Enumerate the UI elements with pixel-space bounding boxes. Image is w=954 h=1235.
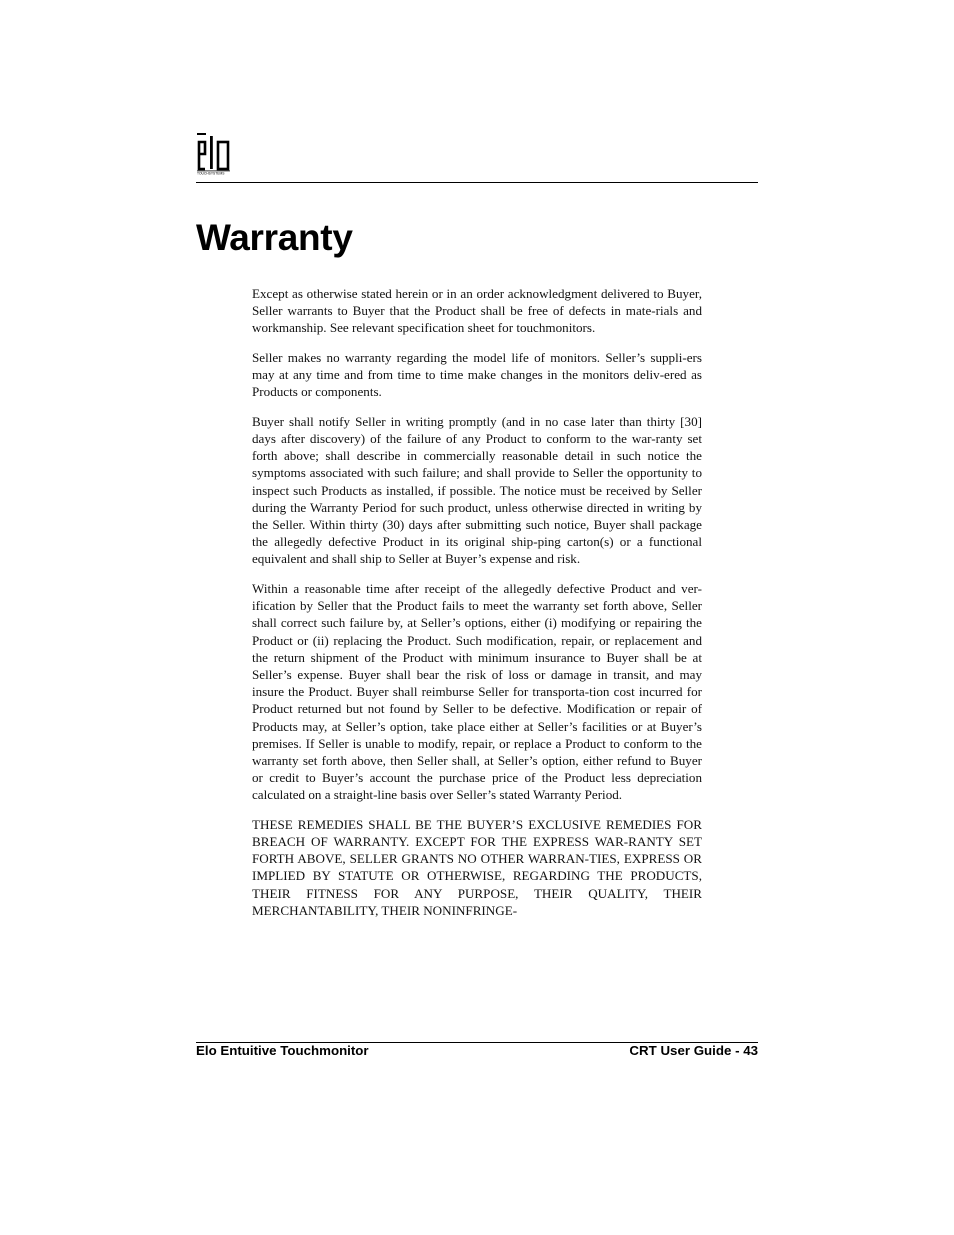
paragraph-warranty-scope: Except as otherwise stated herein or in an order acknowledgment delivered to Buyer, Seller warrants to Buyer that the Product shall be free of defects in mate-rials and workmanship. See relevant specification sheet for touchmonitors. bbox=[252, 286, 702, 336]
logo-tagline: TOUCHSYSTEMS bbox=[197, 171, 225, 175]
paragraph-model-life: Seller makes no warranty regarding the model life of monitors. Seller’s suppli-ers may at any time and from time to time make changes in the monitors deliv-ered as Products or components. bbox=[252, 349, 702, 400]
footer-page-number: CRT User Guide - 43 bbox=[629, 1043, 758, 1058]
paragraph-exclusive-remedies: THESE REMEDIES SHALL BE THE BUYER’S EXCLUSIVE REMEDIES FOR BREACH OF WARRANTY. EXCEPT FOR THE EXPRESS WAR-RANTY SET FORTH ABOVE, SELLER GRANTS NO OTHER WARRAN-TIES, EXPRESS OR IMPLIED BY STATUTE OR OTHERWISE, REGARDING THE PRODUCTS, THEIR FITNESS FOR ANY PURPOSE, THEIR QUALITY, THEIR MERCHANTABILITY, THEIR NONINFRINGE- bbox=[252, 816, 702, 918]
elo-touchsystems-logo-icon bbox=[196, 133, 236, 175]
paragraph-buyer-notice: Buyer shall notify Seller in writing promptly (and in no case later than thirty [30] days after discovery) of the failure of any Product to conform to the war-ranty set forth above; shall describe in commercially reasonable detail in such notice the symptoms associated with such failure; and shall provide to Seller the opportunity to inspect such Products as installed, if possible. The notice must be received by Seller during the Warranty Period for such product, unless otherwise directed in writing by the Seller. Within thirty (30) days after submitting such notice, Buyer shall package the allegedly defective Product in its original ship-ping carton(s) or a functional equivalent and shall ship to Seller at Buyer’s expense and risk. bbox=[252, 413, 702, 567]
footer-product-name: Elo Entuitive Touchmonitor bbox=[196, 1043, 369, 1058]
body-text bbox=[252, 285, 702, 931]
page-title: Warranty bbox=[196, 217, 353, 258]
paragraph-seller-remedy: Within a reasonable time after receipt of the allegedly defective Product and ver-ification by Seller that the Product fails to meet the warranty set forth above, Seller shall correct such failure by, at Seller’s options, either (i) modifying or repairing the Product or (ii) replacing the Product. Such modification, repair, or replacement and the return shipment of the Product with minimum insurance to Buyer shall be at Seller’s expense. Buyer shall bear the risk of loss or damage in transit, and may insure the Product. Buyer shall reimburse Seller for transporta-tion cost incurred for Product returned but not found by Seller to be defective. Modification or repair of Products may, at Seller’s option, take place either at Seller’s facilities or at Buyer’s premises. If Seller is unable to modify, repair, or replace a Product to conform to the warranty set forth above, then Seller shall, at Seller’s option, either refund to Buyer or credit to Buyer’s account the purchase price of the Product less depreciation calculated on a straight-line basis over Seller’s stated Warranty Period. bbox=[252, 580, 702, 803]
header-rule bbox=[196, 182, 758, 183]
